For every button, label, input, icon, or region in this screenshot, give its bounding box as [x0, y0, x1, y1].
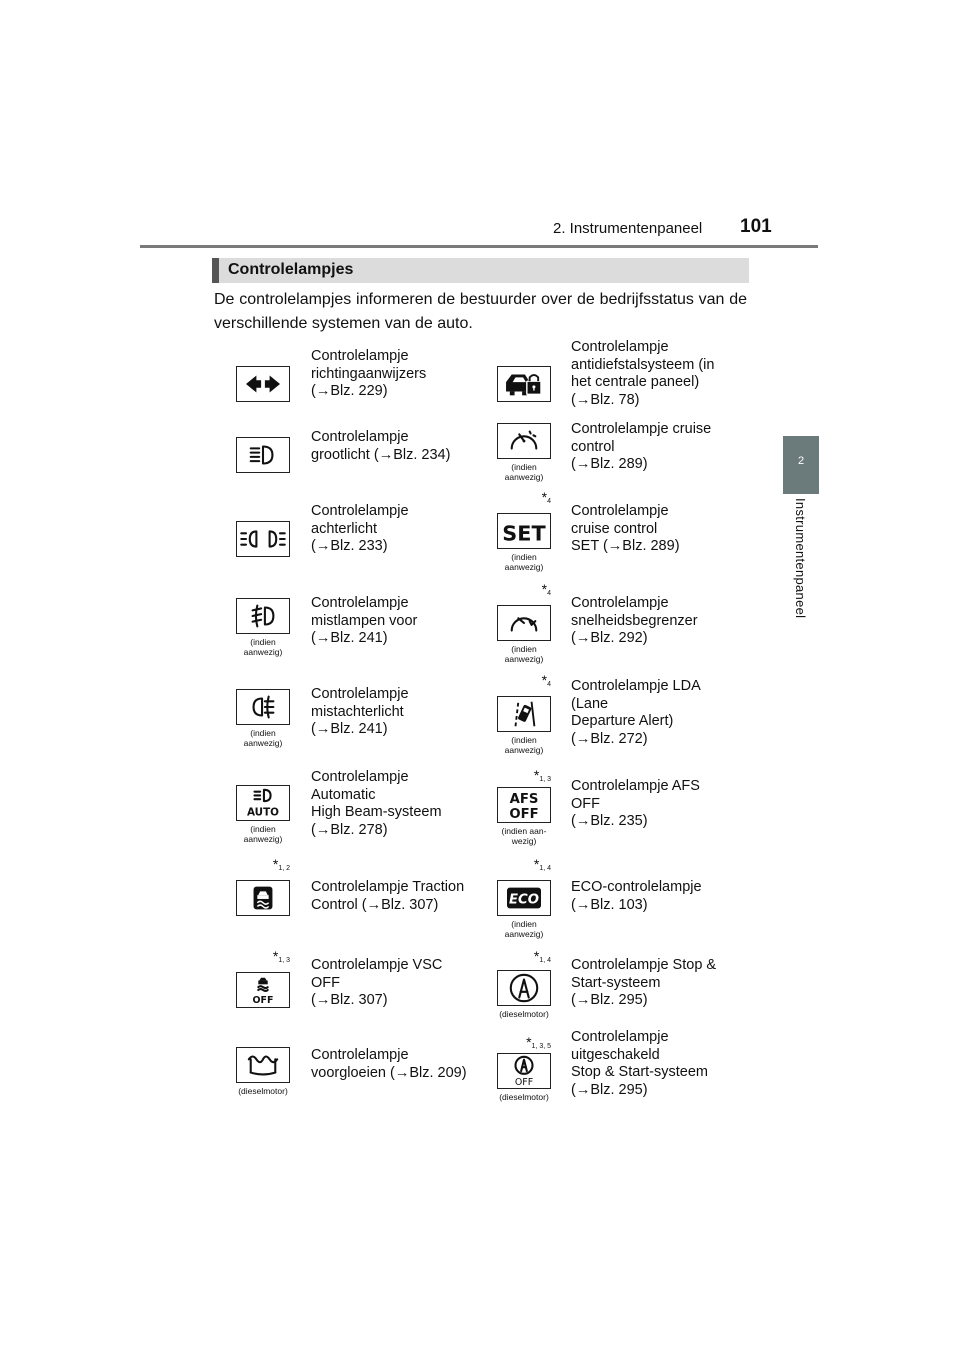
running-header-section: 2. Instrumentenpaneel — [553, 220, 703, 237]
indicator-description — [571, 879, 702, 914]
anti-theft-icon — [497, 366, 551, 402]
section-heading-stripe — [212, 258, 219, 283]
indicator-description — [571, 595, 698, 648]
indicator-description — [311, 429, 450, 464]
footnote-star: * — [533, 948, 540, 964]
description-line: mistachterlicht — [311, 703, 404, 720]
speed-limiter-icon — [497, 605, 551, 641]
afs-off-icon — [497, 787, 551, 823]
indicator-description — [311, 957, 442, 1010]
description-line: SET (→Blz. 289) — [571, 538, 680, 554]
description-line: Controlelampje — [311, 503, 409, 519]
description-line: Departure Alert) — [571, 713, 674, 729]
traction-control-icon — [236, 880, 290, 916]
description-line: (→Blz. 235) — [571, 813, 648, 829]
indicator-description — [311, 503, 409, 556]
icon-caption: (dieselmotor) — [238, 1086, 288, 1096]
header-rule — [140, 245, 818, 248]
chapter-label-text: Instrumentenpaneel — [793, 498, 808, 619]
description-line: Automatic — [311, 786, 376, 803]
description-line: (→Blz. 272) — [571, 730, 648, 747]
eco-icon — [497, 880, 551, 916]
icon-caption: (indien aanwezig) — [243, 637, 283, 657]
turn-signal-arrows-icon — [236, 366, 290, 402]
description-line: richtingaanwijzers — [311, 365, 427, 382]
tail-light-icon — [236, 521, 290, 557]
description-line: (→Blz. 229) — [311, 383, 388, 399]
description-line: Controlelampje — [571, 1029, 669, 1045]
footnote-numbers: 4 — [547, 681, 551, 688]
footnote-star: * — [272, 856, 279, 872]
description-line: (→Blz. 241) — [311, 721, 388, 737]
description-line: (→Blz. 289) — [571, 456, 648, 472]
icon-caption: (indien aanwezig) — [504, 462, 544, 482]
stop-start-off-icon — [497, 1053, 551, 1089]
svg-text:AUTO: AUTO — [246, 806, 280, 819]
indicator-description — [571, 339, 714, 409]
description-line: Controlelampje LDA — [571, 678, 701, 694]
description-line: Controlelampje — [311, 429, 409, 445]
indicator-description — [571, 678, 701, 748]
indicator-description — [311, 348, 426, 401]
footnote-numbers: 1, 3 — [539, 776, 551, 783]
description-line: Control (→Blz. 307) — [311, 896, 439, 913]
footnote-numbers: 4 — [547, 590, 551, 597]
description-line: antidiefstalsysteem (in — [571, 356, 715, 373]
icon-caption: (indien aanwezig) — [504, 919, 544, 939]
front-fog-light-icon — [236, 598, 290, 634]
icon-caption: (dieselmotor) — [499, 1009, 549, 1019]
footnote-marker — [230, 856, 290, 872]
footnote-marker — [230, 948, 290, 964]
indicator-description — [571, 421, 711, 474]
vsc-off-icon — [236, 972, 290, 1008]
cruise-control-icon — [497, 423, 551, 459]
description-line: cruise control — [571, 520, 658, 537]
indicator-description — [311, 769, 442, 839]
indicator-description — [571, 503, 680, 556]
icon-caption: (indien aanwezig) — [243, 728, 283, 748]
description-line: het centrale paneel) — [571, 374, 700, 390]
footnote-numbers: 1, 3, 5 — [531, 1043, 551, 1050]
description-line: control — [571, 438, 615, 455]
svg-text:OFF: OFF — [509, 807, 539, 822]
icon-caption: (indien aan- wezig) — [501, 826, 547, 846]
description-line: Controlelampje cruise — [571, 421, 712, 437]
intro-paragraph: De controlelampjes informeren de bestuurder over de bedrijfsstatus van de verschillende systemen van de auto. — [214, 291, 747, 332]
footnote-marker — [491, 489, 551, 505]
footnote-star: * — [541, 489, 548, 505]
footnote-numbers: 1, 4 — [539, 957, 551, 964]
description-line: Controlelampje — [571, 339, 669, 355]
icon-caption: (dieselmotor) — [499, 1092, 549, 1102]
icon-caption: (indien aanwezig) — [504, 552, 544, 572]
page-number: 101 — [740, 216, 772, 237]
description-line: Controlelampje AFS — [571, 778, 700, 794]
footnote-star: * — [541, 581, 548, 597]
footnote-star: * — [533, 767, 540, 783]
footnote-star: * — [533, 856, 540, 872]
description-line: (→Blz. 278) — [311, 821, 388, 838]
description-line: (→Blz. 78) — [571, 391, 640, 408]
indicator-description — [571, 957, 716, 1010]
footnote-numbers: 1, 3 — [278, 957, 290, 964]
description-line: Controlelampje VSC — [311, 957, 443, 973]
description-line: ECO-controlelampje — [571, 879, 702, 895]
description-line: Controlelampje — [311, 348, 409, 364]
description-line: (Lane — [571, 695, 609, 712]
indicator-description — [311, 879, 464, 914]
chapter-label — [781, 498, 821, 638]
icon-caption: (indien aanwezig) — [504, 735, 544, 755]
glow-plug-icon — [236, 1047, 290, 1083]
description-line: grootlicht (→Blz. 234) — [311, 446, 451, 463]
cruise-set-icon — [497, 513, 551, 549]
footnote-star: * — [526, 1034, 532, 1050]
description-line: Start-systeem — [571, 974, 661, 991]
icon-caption: (indien aanwezig) — [243, 824, 283, 844]
svg-text:OFF: OFF — [252, 995, 274, 1007]
footnote-numbers: 1, 4 — [539, 865, 551, 872]
lane-departure-icon — [497, 696, 551, 732]
description-line: Controlelampje — [571, 595, 669, 611]
footnote-marker — [491, 672, 551, 688]
description-line: Controlelampje — [311, 686, 409, 702]
description-line: mistlampen voor — [311, 612, 418, 629]
footnote-star: * — [272, 948, 279, 964]
footnote-marker — [491, 767, 551, 783]
icon-caption: (indien aanwezig) — [504, 644, 544, 664]
description-line: (→Blz. 233) — [311, 538, 388, 554]
svg-text:AFS: AFS — [509, 792, 539, 808]
rear-fog-light-icon — [236, 689, 290, 725]
description-line: (→Blz. 307) — [311, 992, 388, 1008]
footnote-marker — [491, 581, 551, 597]
description-line: (→Blz. 241) — [311, 630, 388, 646]
section-title: Controlelampjes — [228, 261, 354, 278]
description-line: achterlicht — [311, 520, 378, 537]
high-beam-icon — [236, 437, 290, 473]
stop-start-icon — [497, 970, 551, 1006]
description-line: High Beam-systeem — [311, 804, 442, 820]
indicator-description — [311, 1047, 467, 1082]
footnote-marker — [491, 948, 551, 964]
footnote-marker — [491, 1034, 551, 1050]
footnote-star: * — [541, 672, 548, 688]
section-heading-bar — [212, 258, 749, 283]
indicator-description — [311, 686, 409, 739]
description-line: Controlelampje Stop & — [571, 957, 717, 973]
description-line: uitgeschakeld — [571, 1046, 660, 1063]
description-line: (→Blz. 295) — [571, 1081, 648, 1098]
description-line: Controlelampje — [571, 503, 669, 519]
description-line: Controlelampje Traction — [311, 879, 465, 895]
footnote-marker — [491, 856, 551, 872]
description-line: (→Blz. 295) — [571, 992, 648, 1008]
indicator-description — [311, 595, 417, 648]
indicator-description — [571, 778, 700, 831]
description-line: (→Blz. 292) — [571, 630, 648, 646]
description-line: (→Blz. 103) — [571, 896, 648, 913]
svg-text:OFF: OFF — [514, 1077, 534, 1088]
description-line: Controlelampje — [311, 595, 409, 611]
footnote-numbers: 1, 2 — [278, 865, 290, 872]
description-line: voorgloeien (→Blz. 209) — [311, 1064, 467, 1081]
description-line: Controlelampje — [311, 769, 409, 785]
description-line: Stop & Start-systeem — [571, 1064, 708, 1080]
chapter-tab: 2 — [783, 436, 819, 494]
description-line: Controlelampje — [311, 1047, 409, 1063]
auto-high-beam-icon — [236, 785, 290, 821]
description-line: snelheidsbegrenzer — [571, 612, 698, 629]
description-line: OFF — [311, 974, 340, 991]
footnote-numbers: 4 — [547, 498, 551, 505]
indicator-description — [571, 1029, 708, 1099]
svg-text:ECO: ECO — [509, 892, 539, 908]
svg-text:SET: SET — [502, 521, 546, 546]
description-line: OFF — [571, 795, 600, 812]
